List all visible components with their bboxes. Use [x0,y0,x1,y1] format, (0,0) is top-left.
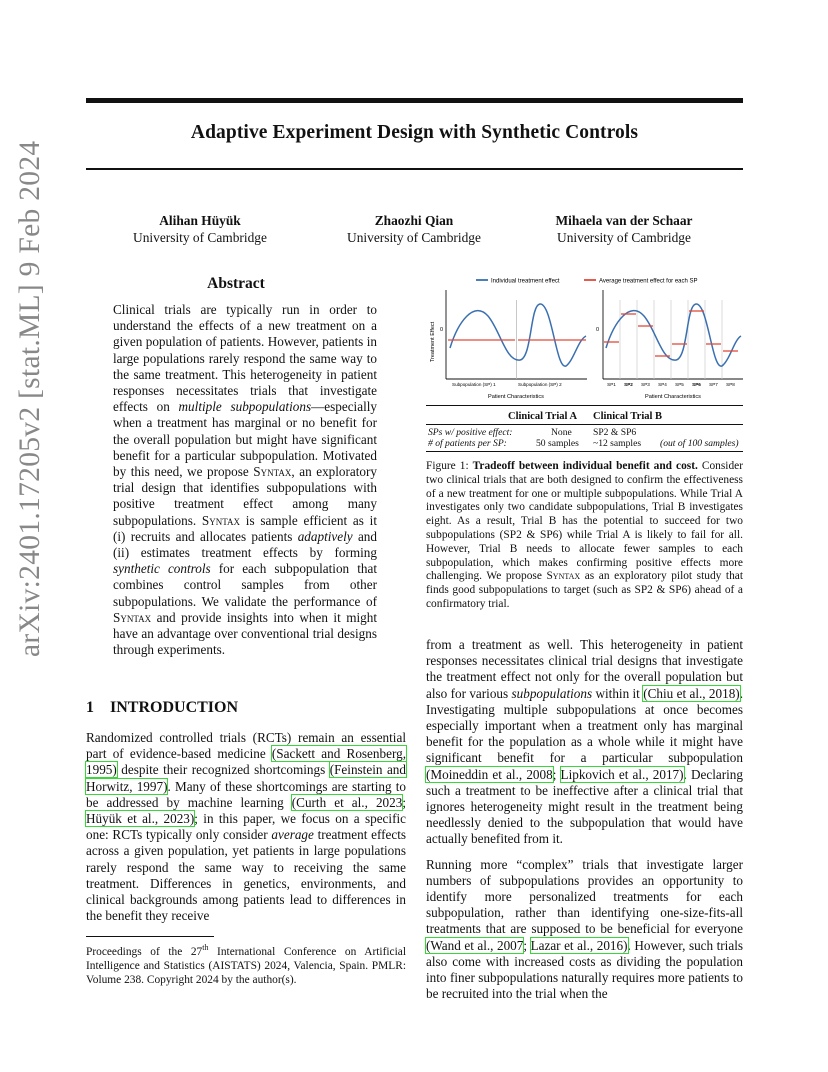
trial-b-panel [596,290,743,400]
table-row2-note: (out of 100 samples) [660,438,739,449]
table-header-trial-b: Clinical Trial B [593,411,663,422]
citation-link[interactable]: (Feinstein and Horwitz, 1997) [86,762,406,794]
legend-average-label: Average treatment effect for each SP [599,278,698,285]
citation-link[interactable]: (Moineddin et al., 2008 [426,766,553,782]
table-row2-a: 50 samples [536,438,579,449]
abstract-heading: Abstract [207,275,265,292]
svg-text:SP4: SP4 [658,382,667,387]
svg-text:SP6: SP6 [692,382,701,387]
intro-paragraph: Randomized controlled trials (RCTs) remain an essential part of evidence-based medicine (Sackett and Rosenberg, 1995) despite their recognized shortcomings (Feinstein and Horwitz, 1997). Many of these shortcomings are starting to be addressed by machine learning (Curth et al., 2023; Hüyük et al., 2023); in this paper, we focus on a specific one: RCTs typically only consider average treatment effects across a given population, yet patients in large populations rarely respond the same way to receiving the same treatment. Differences in genetics, environments, and clinical backgrounds among patients lead to differences in the benefit they receive [86,730,406,924]
citation-link[interactable]: Lipkovich et al., 2017) [560,766,684,782]
individual-effect-curve [450,304,586,366]
author-name: Zhaozhi Qian [374,213,454,228]
author-name: Alihan Hüyük [159,213,241,228]
zero-tick-label: 0 [596,327,600,333]
paper-title: Adaptive Experiment Design with Synthetic Controls [190,122,639,143]
author-affiliation: University of Cambridge [347,230,481,245]
author-affiliation: University of Cambridge [133,230,267,245]
citation-link[interactable]: (Chiu et al., 2018) [643,685,740,701]
svg-text:SP5: SP5 [675,382,684,387]
x-tick-sp1: Subpopulation (SP) 1 [452,382,496,387]
svg-text:SP3: SP3 [641,382,650,387]
sp-tick-labels [607,382,735,387]
trial-a-panel [430,290,587,400]
table-row1-label: SPs w/ positive effect: [428,427,513,438]
title-top-rule [86,98,743,103]
intro-paragraph: Running more “complex” trials that investigate larger numbers of subpopulations provides an opportunity to identify more personalized treatments for each subpopulation, rather than identifying one-size-fits-all treatments that are supposed to be beneficial for everyone (Wand et al., 2007; Lazar et al., 2016). However, such trials also come with increased costs as dividing the population into finer subpopulations naturally requires more patients to be recruited into the trial when the [426,856,743,1002]
table-mid-rule [426,424,743,425]
table-row2-label: # of patients per SP: [428,438,507,449]
svg-text:SP7: SP7 [709,382,718,387]
section-heading-introduction: 1 INTRODUCTION [86,699,239,716]
table-row2-b: ~12 samples [593,438,642,449]
zero-tick-label: 0 [440,327,444,333]
subpopulation-dividers [620,300,722,379]
abstract-body: Clinical trials are typically run in order to understand the effects of a new treatment on a given population of patients. However, patients in large populations rarely respond the same way to the same treatment. This heterogeneity in patient responses necessitates trials that investigate effects on multiple subpopulations—especially when a treatment has marginal or no benefit for the overall population but might have significant benefit for a particular subpopulation. Motivated by this need, we propose Syntax, an exploratory trial design that identifies subpopulations with positive treatment effect among many subpopulations. Syntax is sample efficient as it (i) recruits and allocates patients adaptively and (ii) estimates treatment effects by forming synthetic controls for each subpopulation that combines control samples from other subpopulations. We validate the performance of Syntax and provide insights into when it might have an advantage over conventional trial designs through experiments. [113,302,378,658]
author-1 [110,212,290,246]
x-tick-sp2: Subpopulation (SP) 2 [518,382,562,387]
table-bottom-rule [426,451,743,452]
author-affiliation: University of Cambridge [557,230,691,245]
arxiv-side-label: arXiv:2401.17205v2 [stat.ML] 9 Feb 2024 [14,140,46,657]
figure-1-caption: Figure 1: Tradeoff between individual benefit and cost. Consider two clinical trials that are both designed to confirm the effectiveness of a new treatment for one or multiple subpopulations. While Trial A investigates only two candidate subpopulations, Trial B investigates eight. As a result, Trial B has the potential to succeed for two subpopulations (SP2 & SP6) while Trial A is likely to fail for all. However, Trial B needs to allocate fewer samples to each subpopulation, which makes confirming positive effects more challenging. We propose Syntax as an exploratory pilot study that finds good subpopulations to target (such as SP2 & SP6) ahead of a confirmatory trial. [426,460,744,610]
svg-text:SP1: SP1 [607,382,616,387]
citation-link[interactable]: (Sackett and Rosenberg, 1995) [86,746,406,778]
title-bottom-rule [86,168,743,170]
svg-text:SP2: SP2 [624,382,633,387]
legend-individual-label: Individual treatment effect [491,278,560,285]
table-row1-a: None [551,427,572,438]
citation-link[interactable]: (Wand et al., 2007 [426,937,524,953]
table-top-rule [426,405,743,406]
individual-effect-curve [606,304,741,366]
intro-column-2 [426,637,743,1002]
svg-text:SP8: SP8 [726,382,735,387]
citation-link[interactable]: Hüyük et al., 2023) [86,811,195,827]
table-header-trial-a: Clinical Trial A [508,411,578,422]
author-3 [524,212,724,246]
x-axis-label: Patient Characteristics [488,394,544,400]
author-name: Mihaela van der Schaar [555,213,693,228]
citation-link[interactable]: Lazar et al., 2016) [530,937,628,953]
author-2 [324,212,504,246]
figure-1-chart [426,270,743,402]
citation-link[interactable]: (Curth et al., 2023 [291,794,403,810]
x-axis-label: Patient Characteristics [645,394,701,400]
footnote-rule [86,936,214,937]
table-row1-b: SP2 & SP6 [593,427,637,438]
intro-paragraph: from a treatment as well. This heterogeneity in patient responses necessitates clinical trial designs that investigate the treatment effect not only for the overall population but also for various subpopulations within it (Chiu et al., 2018). Investigating multiple subpopulations at once becomes especially important when a treatment only has marginal benefit for the population as a whole while it might have significant benefit for a particular subpopulation (Moineddin et al., 2008; Lipkovich et al., 2017). Declaring such a treatment to be ineffective after a clinical trial that ignores heterogeneity might result in the treatment being needlessly denied to the subpopulation that would have actually benefited from it. [426,637,743,847]
footnote: Proceedings of the 27th International Conference on Artificial Intelligence and Statistics (AISTATS) 2024, Valencia, Spain. PMLR: Volume 238. Copyright 2024 by the author(s). [86,943,407,987]
y-axis-label: Treatment Effect [430,321,436,363]
